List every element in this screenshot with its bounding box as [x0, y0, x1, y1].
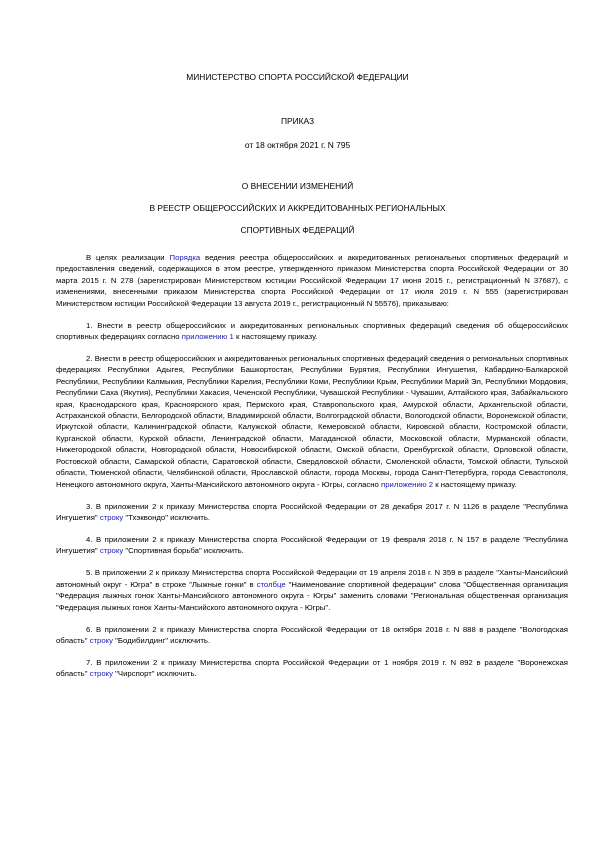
- ministry-heading: МИНИСТЕРСТВО СПОРТА РОССИЙСКОЙ ФЕДЕРАЦИИ: [186, 72, 409, 82]
- paragraph-text: 1. Внести в реестр общероссийских и аккредитованных региональных спортивных федераций сведения об общероссийских спортивных федерациях согласно: [56, 320, 568, 342]
- paragraph-text: ведения реестра общероссийских и аккредитованных региональных спортивных федераций и предоставления сведений, содержащихся в этом реестре, утвержденного приказом Министерства спорта Российской Федерации от 30 марта 2015 г. N 278 (зарегистрирован Министерством юстиции Российской Федерации 17 июня 2015 г., регистрационный N 37687), с изменениями, внесенными приказом Министерства спорта Российской Федерации от 17 июля 2019 г. N 555 (зарегистрирован Министерством юстиции Российской Федерации 13 августа 2019 г., регистрационный N 55576), приказываю:: [56, 253, 569, 308]
- doc-title-line-3: СПОРТИВНЫХ ФЕДЕРАЦИЙ: [240, 225, 355, 235]
- paragraph-text: "Чирспорт" исключить.: [113, 669, 197, 679]
- order-procedure-link[interactable]: Порядка: [169, 253, 201, 262]
- paragraph-text: В целях реализации: [86, 253, 170, 262]
- paragraph-text: "Бодибилдинг" исключить.: [113, 635, 211, 645]
- appendix-2-link[interactable]: приложению 2: [381, 479, 434, 489]
- paragraph-5: [56, 567, 568, 613]
- paragraph-1: [56, 320, 568, 343]
- paragraph-text: к настоящему приказу.: [233, 332, 318, 342]
- row-link[interactable]: строку: [89, 635, 114, 645]
- paragraph-2: [56, 353, 568, 490]
- paragraph-text: "Тхэквондо" исключить.: [123, 512, 211, 522]
- doc-title-line-1: О ВНЕСЕНИИ ИЗМЕНЕНИЙ: [241, 181, 354, 191]
- paragraph-4: [56, 534, 568, 557]
- doc-date-number: от 18 октября 2021 г. N 795: [244, 140, 351, 150]
- row-link[interactable]: строку: [99, 546, 124, 556]
- column-link[interactable]: столбце: [256, 579, 286, 589]
- paragraph-text: 7. В приложении 2 к приказу Министерства спорта Российской Федерации от 1 ноября 2019 г. N 892 в разделе "Воронежская область": [56, 657, 568, 679]
- appendix-1-link[interactable]: приложению 1: [181, 332, 234, 342]
- paragraph-6: [56, 624, 568, 647]
- paragraph-text: 5. В приложении 2 к приказу Министерства спорта Российской Федерации от 19 апреля 2018 г. N 359 в разделе "Ханты-Мансийский автономный округ - Югра" в строке "Лыжные гонки" в: [56, 568, 568, 589]
- paragraph-3: [56, 501, 568, 524]
- paragraph-intro: [56, 252, 568, 309]
- row-link[interactable]: строку: [99, 512, 124, 522]
- paragraph-text: к настоящему приказу.: [433, 479, 517, 489]
- paragraph-text: "Наименование спортивной федерации" слова "Общественная организация "Федерация лыжных гонок Ханты-Мансийского автономного округа - Югры" заменить словами "Региональная общественная организация "Федерация лыжных гонок Ханты-Мансийского автономного округа - Югры".: [56, 579, 568, 612]
- paragraph-text: 6. В приложении 2 к приказу Министерства спорта Российской Федерации от 18 октября 2018 г. N 888 в разделе "Вологодская область": [56, 624, 568, 645]
- paragraph-7: [56, 657, 568, 680]
- doc-title-line-2: В РЕЕСТР ОБЩЕРОССИЙСКИХ И АККРЕДИТОВАННЫХ РЕГИОНАЛЬНЫХ: [149, 203, 446, 213]
- document-body: [56, 252, 568, 690]
- paragraph-text: 2. Внести в реестр общероссийских и аккредитованных региональных спортивных федераций сведения о региональных спортивных федерациях Республики Адыгея, Республики Башкортостан, Республики Бурятия, Республики Ингушетия, Кабардино-Балкарской Республики, Республики Калмыкия, Республики Карелия, Республики Коми, Республики Крым, Республики Марий Эл, Республики Мордовия, Республики Саха (Якутия), Республики Хакасия, Чеченской Республики, Чувашской Республики - Чувашии, Алтайского края, Забайкальского края, Краснодарского края, Красноярского края, Пермского края, Ставропольского края, Амурской области, Архангельской области, Астраханской области, Белгородской области, Владимирской области, Волгоградской области, Вологодской области, Воронежской области, Иркутской области, Калининградской области, Калужской области, Кемеровской области, Кировской области, Костромской области, Курганской области, Курской области, Ленинградской области, Магаданской области, Московской области, Мурманской области, Нижегородской области, Новгородской области, Новосибирской области, Омской области, Оренбургской области, Орловской области, Ростовской области, Самарской области, Саратовской области, Свердловской области, Смоленской области, Томской области, Тульской области, Тюменской области, Челябинской области, Ярославской области, города Москвы, города Санкт-Петербурга, города Севастополя, Ненецкого автономного округа, Ханты-Мансийского автономного округа - Югры, согласно: [56, 354, 568, 489]
- paragraph-text: 3. В приложении 2 к приказу Министерства спорта Российской Федерации от 28 декабря 2017 г. N 1126 в разделе "Республика Ингушетия": [56, 501, 568, 522]
- doc-type-heading: ПРИКАЗ: [280, 116, 315, 126]
- paragraph-text: 4. В приложении 2 к приказу Министерства спорта Российской Федерации от 19 февраля 2018 г. N 157 в разделе "Республика Ингушетия": [56, 534, 568, 556]
- paragraph-text: "Спортивная борьба" исключить.: [123, 546, 244, 556]
- row-link[interactable]: строку: [89, 669, 114, 679]
